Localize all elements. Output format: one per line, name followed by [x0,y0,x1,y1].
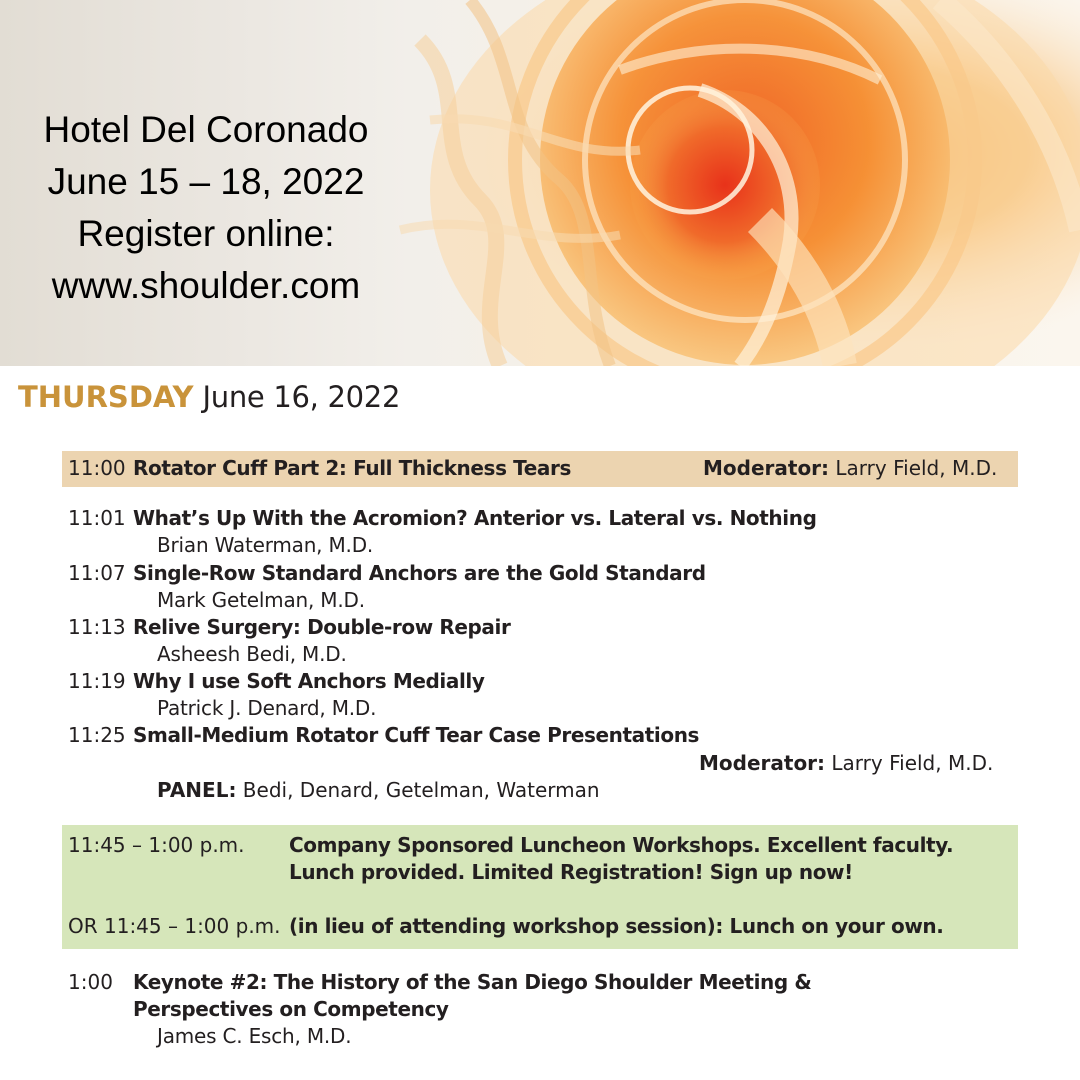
moderator-name: Larry Field, M.D. [825,751,994,775]
talk-speaker: Asheesh Bedi, M.D. [157,642,347,666]
talk-title: Single-Row Standard Anchors are the Gold Standard [133,561,706,585]
moderator-name: Larry Field, M.D. [829,456,998,480]
moderator-label: Moderator: [699,751,826,775]
lunch-line-2: Lunch provided. Limited Registration! Sign up now! [289,860,853,884]
keynote-title-line-2: Perspectives on Competency [133,997,449,1021]
talk-time: 11:07 [68,561,126,585]
case-panel [157,778,600,802]
talk-speaker: Brian Waterman, M.D. [157,533,374,557]
case-title: Small-Medium Rotator Cuff Tear Case Presentations [133,723,700,747]
case-moderator [699,751,993,775]
keynote-speaker: James C. Esch, M.D. [157,1024,352,1048]
case-time: 11:25 [68,723,126,747]
lunch-alt-time: OR 11:45 – 1:00 p.m. [68,914,281,938]
talk-speaker: Mark Getelman, M.D. [157,588,365,612]
website-link[interactable]: www.shoulder.com [51,265,361,306]
talk-title: What’s Up With the Acromion? Anterior vs. Lateral vs. Nothing [133,506,817,530]
session-moderator [703,456,997,480]
panel-names: Bedi, Denard, Getelman, Waterman [236,778,600,802]
talk-time: 11:13 [68,615,126,639]
day-date: June 16, 2022 [193,380,401,414]
talk-title: Relive Surgery: Double-row Repair [133,615,511,639]
event-info [20,104,392,312]
session-time: 11:00 [68,456,126,480]
register-text: Register online: [77,213,335,254]
lunch-time: 11:45 – 1:00 p.m. [68,833,245,857]
venue-text: Hotel Del Coronado [43,109,369,150]
lunch-alt-text: (in lieu of attending workshop session): Lunch on your own. [289,914,944,938]
day-heading [18,380,400,414]
hero-banner [0,0,1080,366]
panel-label: PANEL: [157,778,237,802]
talk-time: 11:01 [68,506,126,530]
day-name: THURSDAY [18,380,194,414]
lunch-line-1: Company Sponsored Luncheon Workshops. Excellent faculty. [289,833,954,857]
moderator-label: Moderator: [703,456,830,480]
keynote-title-line-1: Keynote #2: The History of the San Diego Shoulder Meeting & [133,970,812,994]
event-dates-text: June 15 – 18, 2022 [47,161,365,202]
talk-title: Why I use Soft Anchors Medially [133,669,485,693]
keynote-time: 1:00 [68,970,113,994]
talk-time: 11:19 [68,669,126,693]
talk-speaker: Patrick J. Denard, M.D. [157,696,377,720]
session-title: Rotator Cuff Part 2: Full Thickness Tears [133,456,571,480]
